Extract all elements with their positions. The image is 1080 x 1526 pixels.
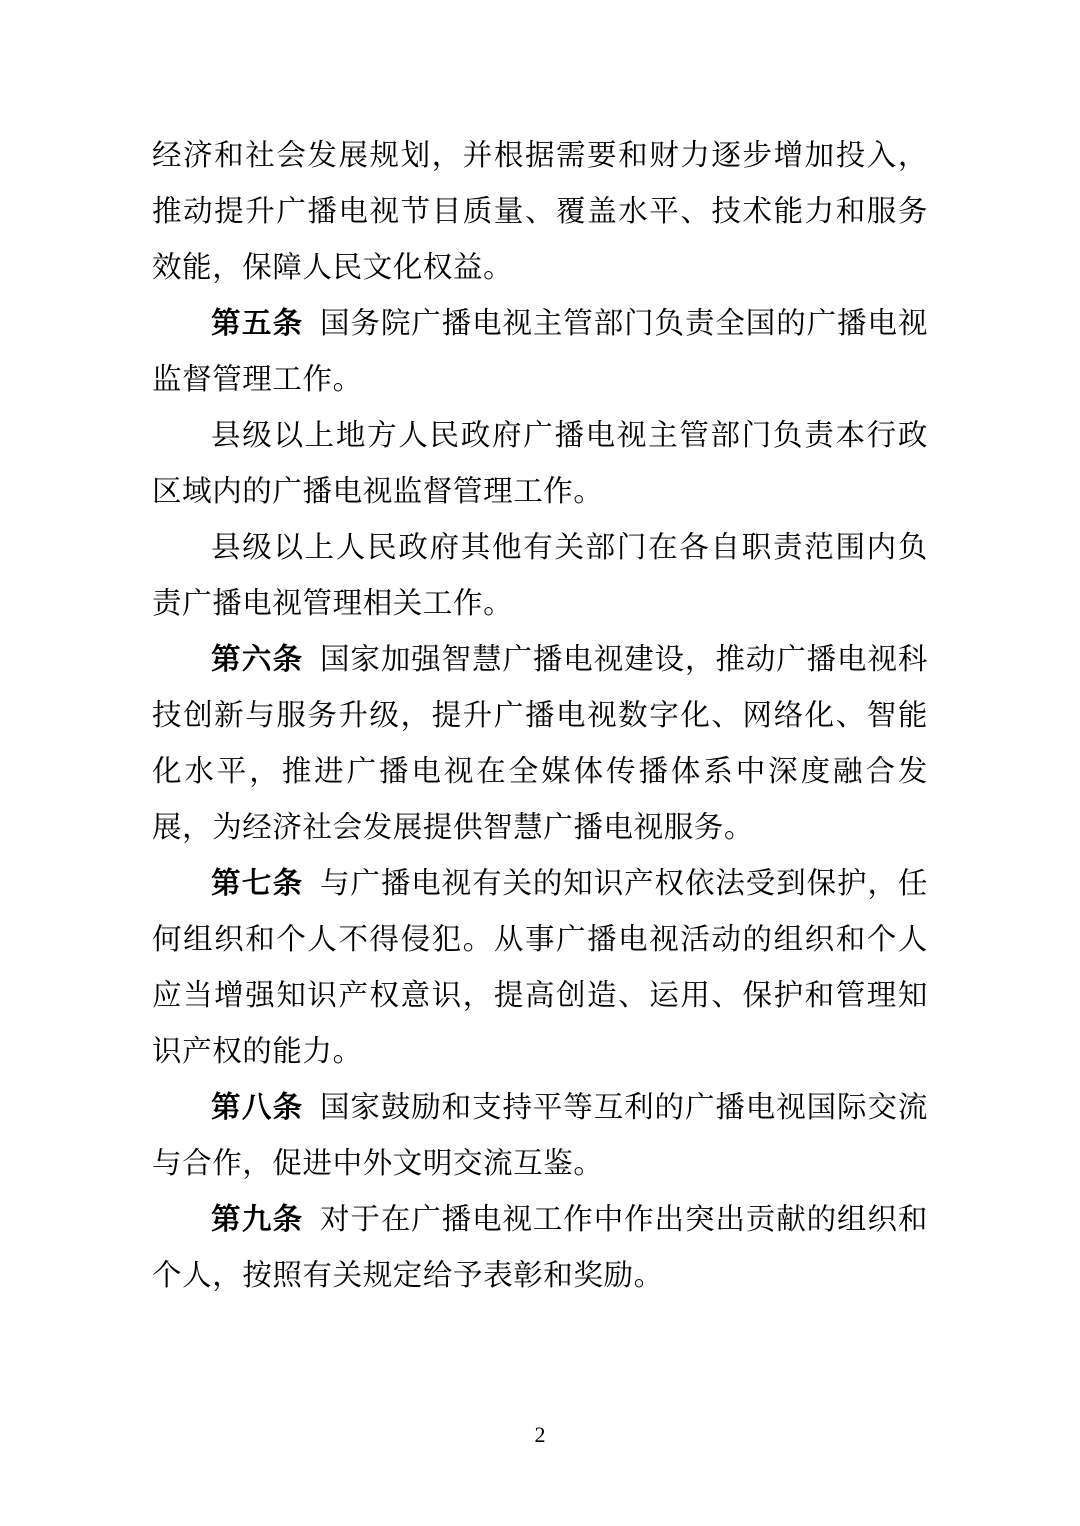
paragraph-text: 经济和社会发展规划，并根据需要和财力逐步增加投入，推动提升广播电视节目质量、覆盖水平、技术能力和服务效能，保障人民文化权益。: [152, 140, 928, 284]
paragraph: [152, 128, 928, 296]
paragraph-text: 与广播电视有关的知识产权依法受到保护，任何组织和个人不得侵犯。从事广播电视活动的组织和个人应当增强知识产权意识，提高创造、运用、保护和管理知识产权的能力。: [152, 868, 928, 1068]
paragraph: [152, 520, 928, 632]
paragraph-text: 国务院广播电视主管部门负责全国的广播电视监督管理工作。: [152, 308, 928, 396]
paragraph: [152, 856, 928, 1080]
article-label: 第六条: [211, 644, 304, 676]
paragraph-text: 对于在广播电视工作中作出突出贡献的组织和个人，按照有关规定给予表彰和奖励。: [152, 1204, 928, 1292]
article-label: 第九条: [211, 1204, 304, 1236]
page-number: 2: [534, 1422, 546, 1447]
paragraph: [152, 408, 928, 520]
paragraph: [152, 632, 928, 856]
paragraph: [152, 1192, 928, 1304]
article-label: 第五条: [211, 308, 304, 340]
paragraph-text: 国家加强智慧广播电视建设，推动广播电视科技创新与服务升级，提升广播电视数字化、网络化、智能化水平，推进广播电视在全媒体传播体系中深度融合发展，为经济社会发展提供智慧广播电视服务。: [152, 644, 928, 844]
article-label: 第七条: [211, 868, 304, 900]
document-body: [152, 128, 928, 1304]
article-label: 第八条: [211, 1092, 304, 1124]
paragraph: [152, 1080, 928, 1192]
paragraph-text: 国家鼓励和支持平等互利的广播电视国际交流与合作，促进中外文明交流互鉴。: [152, 1092, 928, 1180]
paragraph-text: 县级以上地方人民政府广播电视主管部门负责本行政区域内的广播电视监督管理工作。: [152, 420, 928, 508]
paragraph-text: 县级以上人民政府其他有关部门在各自职责范围内负责广播电视管理相关工作。: [152, 532, 928, 620]
paragraph: [152, 296, 928, 408]
